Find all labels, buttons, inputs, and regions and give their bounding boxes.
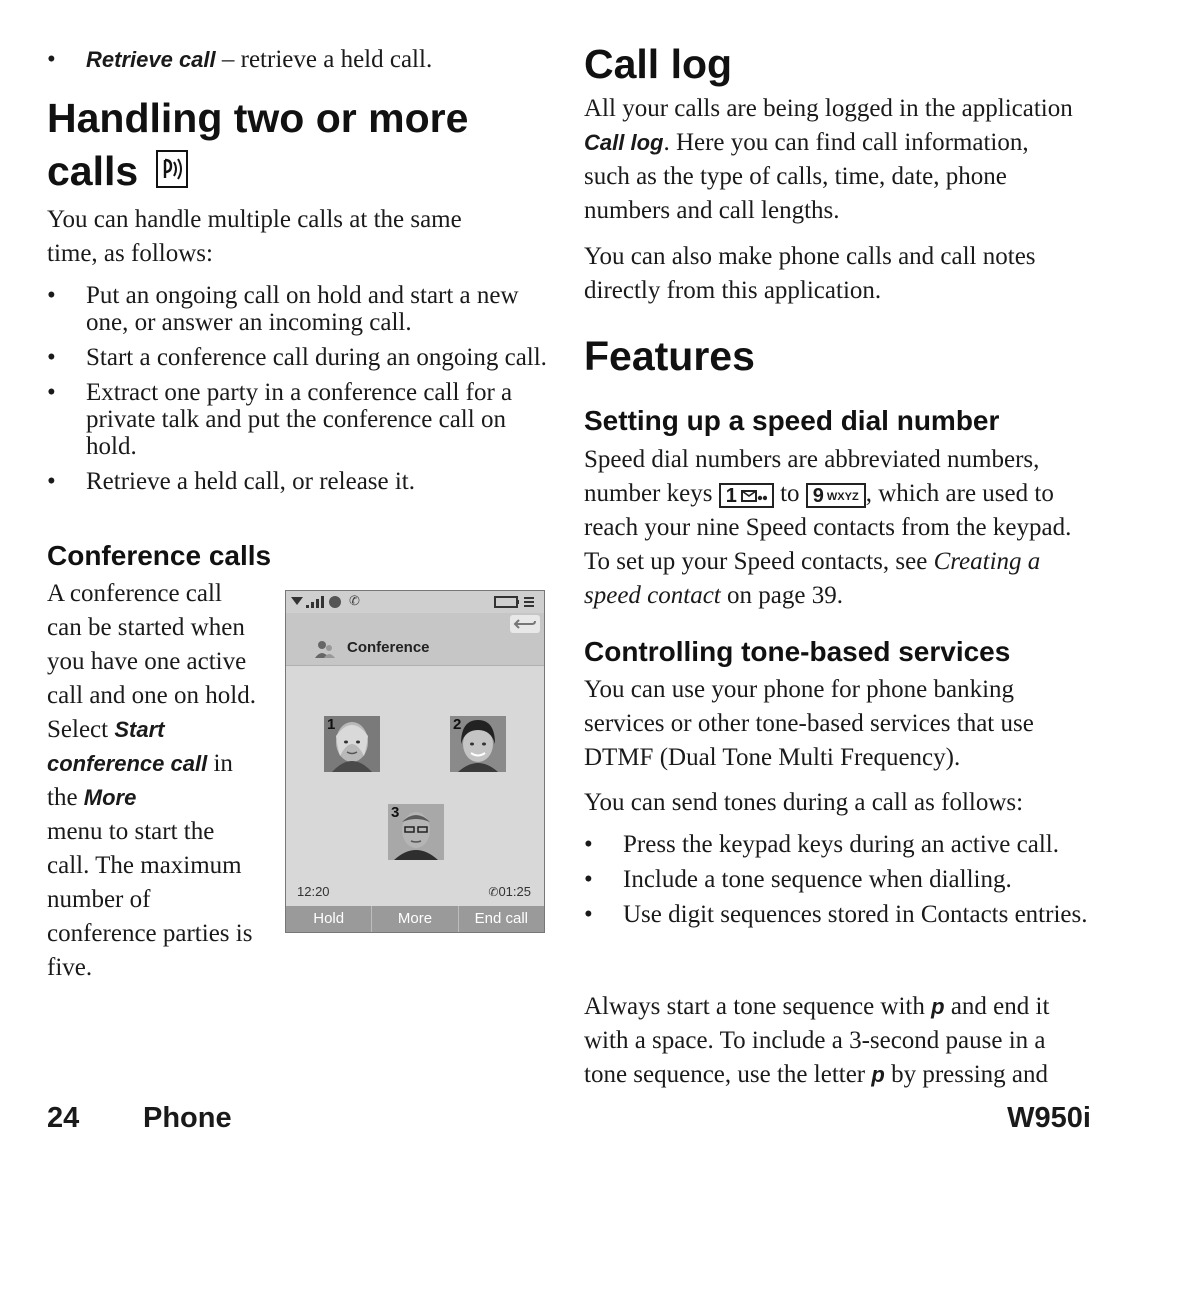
list-item: • Retrieve call – retrieve a held call. [47,46,552,73]
heading-handling-calls: Handling two or more calls [47,92,552,201]
clock-text: 12:20 [297,884,330,899]
page-reference: Creating a speed contact [584,548,1041,609]
calls-bullet-list [47,282,552,503]
phone-screenshot [285,590,545,933]
screen-title: Conference [347,639,430,656]
title-bar [286,613,544,666]
conference-icon [314,639,336,664]
key-1-icon: 1 [719,483,774,508]
participant-avatar[interactable]: 2 [450,716,506,772]
conference-paragraph: A conference call can be started when you have one active call and one on hold. Select Start conference call in the More menu to start the call. The maximum number of conference parties is five. [47,580,256,981]
conference-content [286,666,544,906]
call-log-paragraph: All your calls are being logged in the application Call log. Here you can find call information, such as the type of calls, time, date, phone numbers and call lengths. [584,95,1073,224]
list-item: • Extract one party in a conference call for a private talk and put the conference call on hold. [47,379,552,460]
tone-paragraph-2: You can send tones during a call as follows: [584,789,1024,816]
ui-term: More [83,785,137,810]
more-softkey[interactable]: More [372,906,458,932]
participant-avatar[interactable]: 3 [388,804,444,860]
ui-term: Start conference call [47,717,208,776]
hold-softkey[interactable]: Hold [286,906,372,932]
ui-term: Retrieve call [86,47,216,72]
key-9-icon: 9 WXYZ [806,483,866,508]
top-bullet-list [47,46,552,81]
heading-conference-calls: Conference calls [47,540,272,571]
list-item: • Retrieve a held call, or release it. [47,468,552,495]
list-item: • Start a conference call during an ongoing call. [47,344,552,371]
intro-paragraph: You can handle multiple calls at the same time, as follows: [47,206,462,267]
ui-term: Call log [584,130,664,155]
tone-bullet-list [584,831,1089,936]
battery-icon [494,595,538,614]
section-title: Phone [143,1102,232,1134]
call-log-paragraph-2: You can also make phone calls and call notes directly from this application. [584,243,1036,304]
tone-paragraph: You can use your phone for phone banking services or other tone-based services that use DTMF (Dual Tone Multi Frequency). [584,676,1034,771]
heading-call-log: Call log [584,41,733,87]
signal-icon [291,595,343,614]
page-footer [47,1098,1093,1138]
ui-term: p [871,1062,885,1087]
page-number: 24 [47,1102,80,1134]
list-item: • Use digit sequences stored in Contacts entries. [584,901,1089,928]
heading-speed-dial: Setting up a speed dial number [584,405,1000,436]
speed-dial-paragraph: Speed dial numbers are abbreviated numbers, number keys 1 to 9 WXYZ , which are used to reach your nine Speed contacts from the keypad. To set up your Speed contacts, see Creating a speed contact on page 39. [584,446,1072,609]
call-duration: ✆01:25 [488,884,531,899]
tone-paragraph-3: Always start a tone sequence with p and end it with a space. To include a 3-second pause in a tone sequence, use the letter p by pressing and [584,993,1050,1088]
back-icon[interactable] [510,615,540,633]
model-name: W950i [1007,1102,1091,1134]
list-item: • Put an ongoing call on hold and start a new one, or answer an incoming call. [47,282,552,336]
heading-features: Features [584,333,755,379]
call-icon: ✆ [349,594,360,609]
status-bar [286,591,544,613]
participant-avatar[interactable]: 1 [324,716,380,772]
list-item: • Include a tone sequence when dialling. [584,866,1089,893]
ui-term: p [931,994,945,1019]
end-call-softkey[interactable]: End call [474,910,528,927]
heading-tone-services: Controlling tone-based services [584,636,1011,667]
handset-icon: ✆ [488,885,499,899]
network-service-icon [156,148,188,201]
softkey-bar [286,906,544,932]
list-item: • Press the keypad keys during an active call. [584,831,1089,858]
